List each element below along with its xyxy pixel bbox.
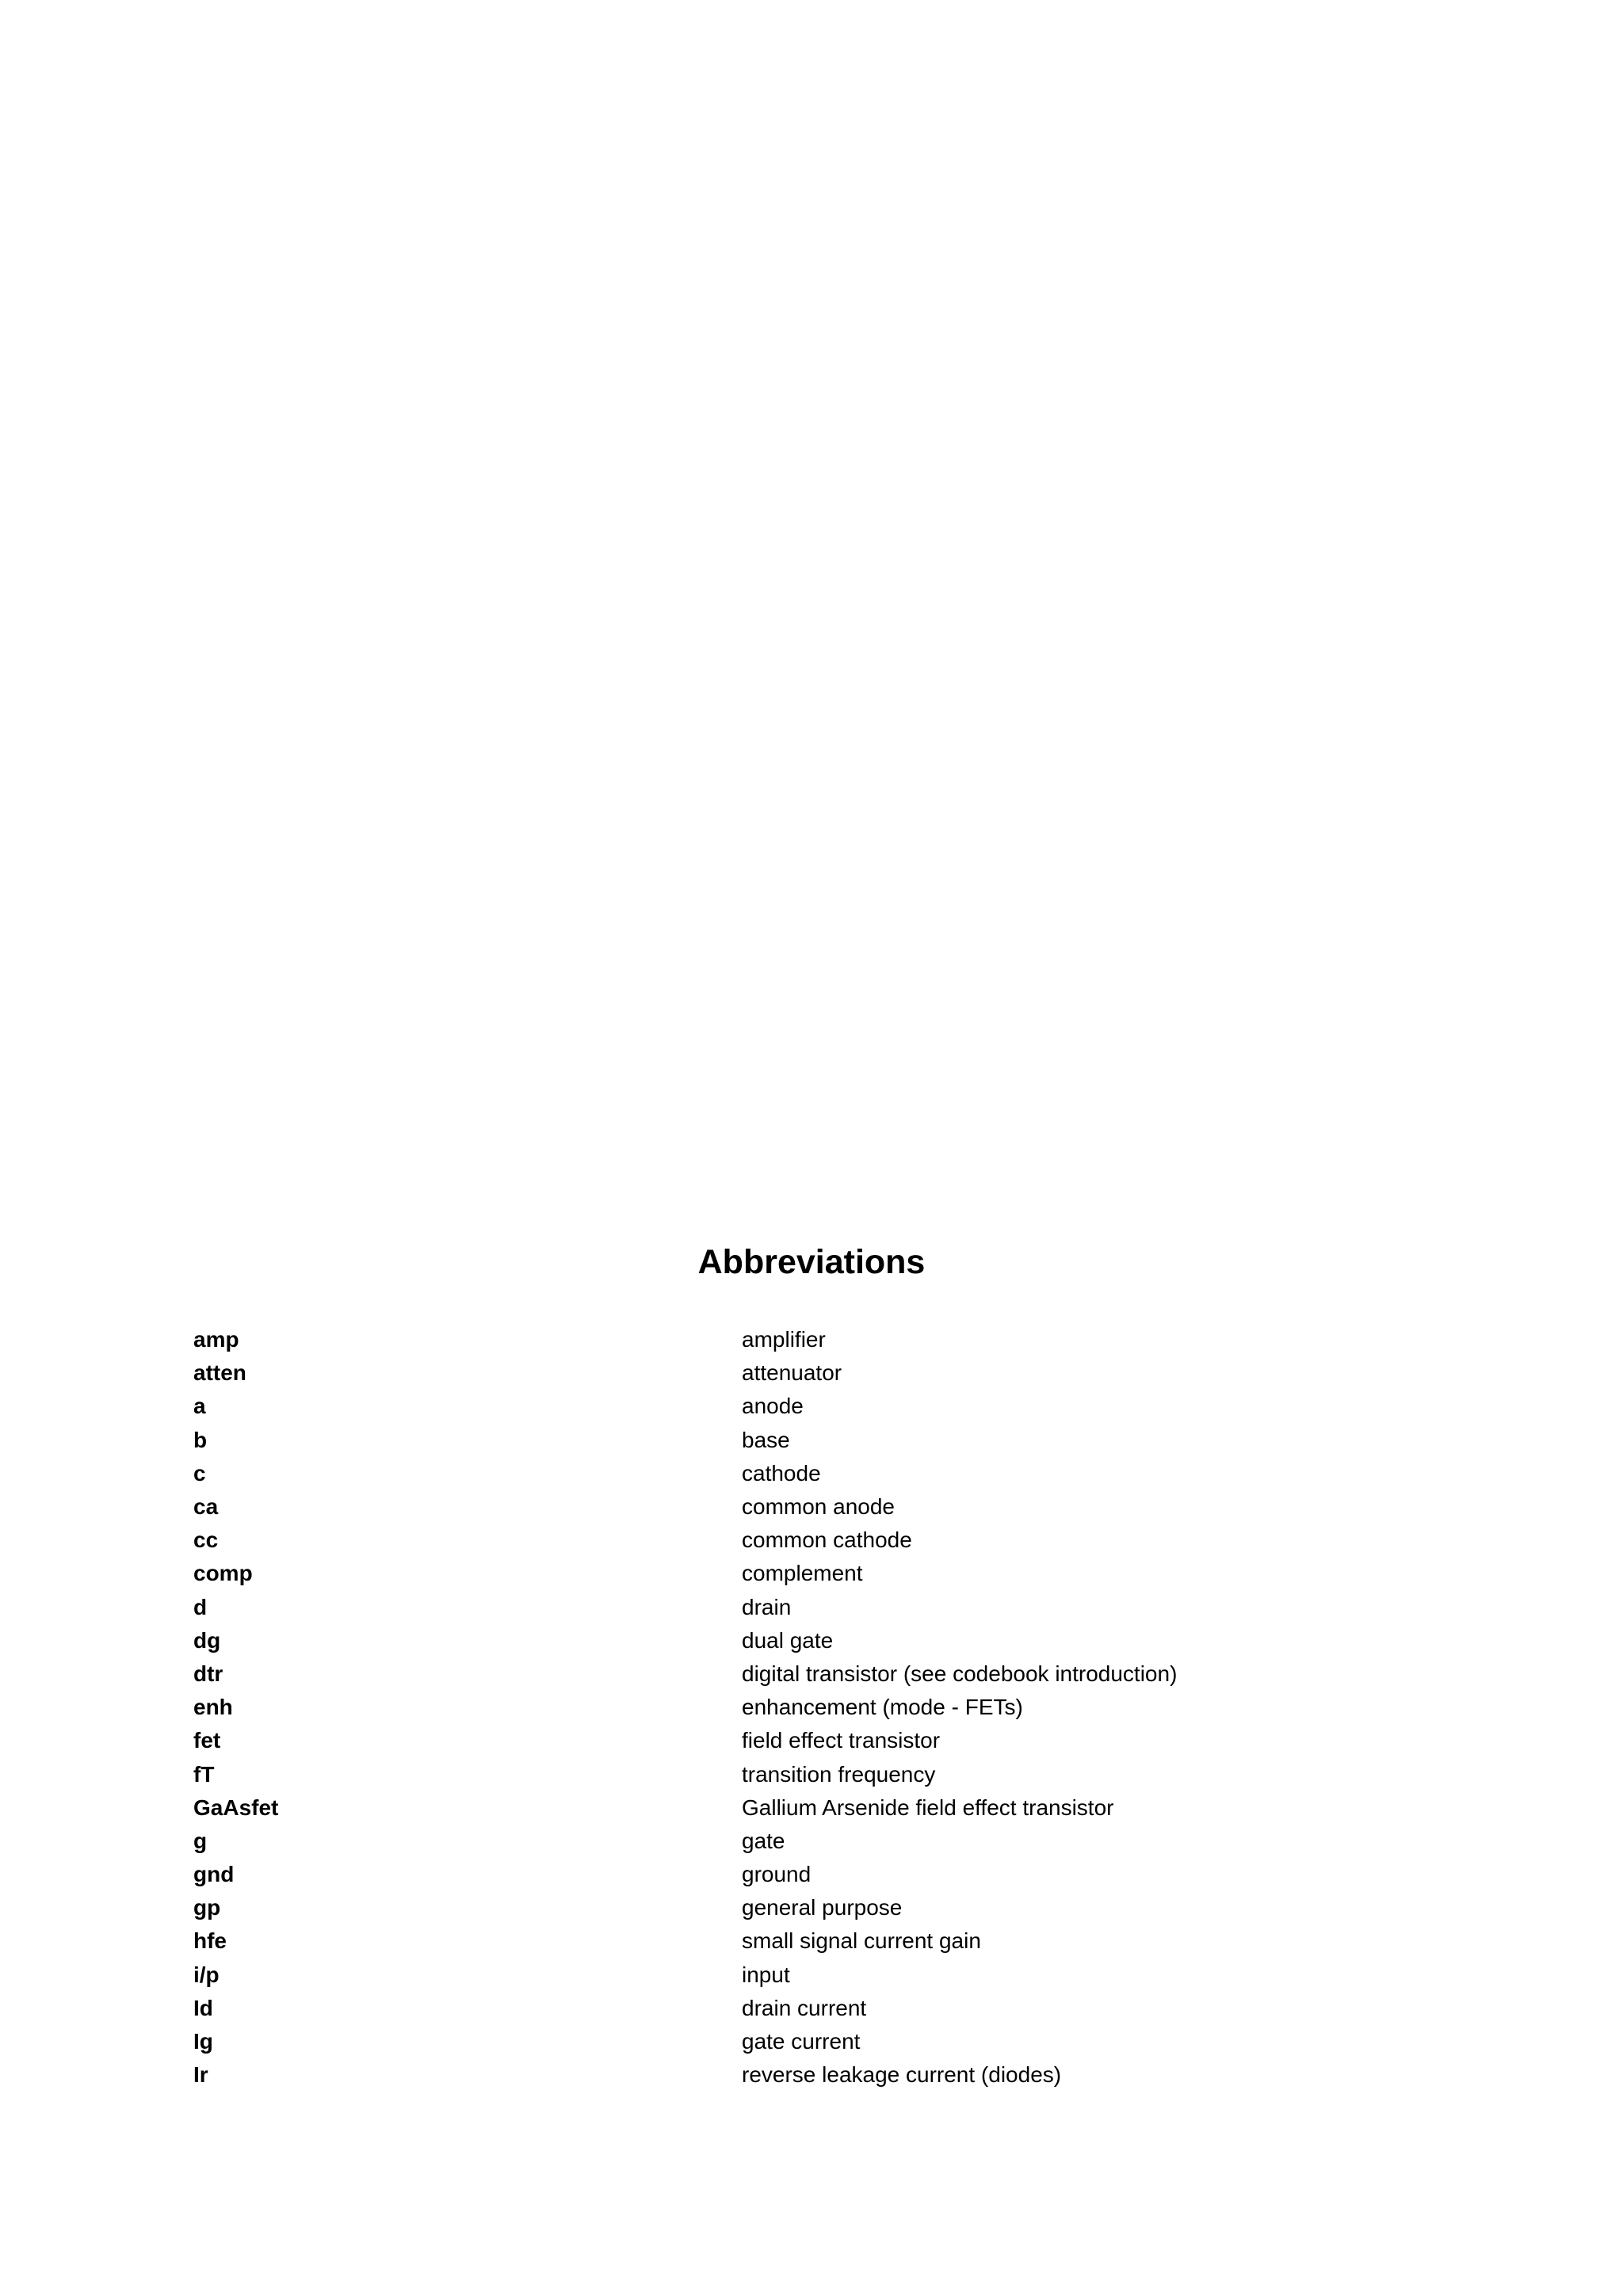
abbreviation-definition: cathode (742, 1460, 821, 1486)
abbreviation-row (193, 1757, 1541, 1791)
abbreviation-row (193, 1490, 1541, 1524)
abbreviation-definition: digital transistor (see codebook introduction) (742, 1661, 1178, 1686)
abbreviation-definition: drain current (742, 1995, 867, 2020)
abbreviation-row (193, 2058, 1541, 2092)
abbreviation-definition: drain (742, 1594, 792, 1619)
abbreviation-row (193, 1791, 1541, 1825)
abbreviation-term: g (193, 1828, 208, 1853)
abbreviation-definition: transition frequency (742, 1761, 936, 1787)
abbreviation-term: atten (193, 1360, 246, 1386)
abbreviation-row (193, 1858, 1541, 1891)
abbreviation-definition: reverse leakage current (diodes) (742, 2062, 1062, 2088)
abbreviation-term: fT (193, 1761, 215, 1787)
abbreviation-row (193, 1390, 1541, 1423)
abbreviation-row (193, 1891, 1541, 1924)
abbreviation-term: Ig (193, 2029, 213, 2054)
abbreviation-term: fet (193, 1728, 221, 1753)
abbreviation-row (193, 1691, 1541, 1724)
abbreviation-row (193, 1825, 1541, 1858)
abbreviation-term: GaAsfet (193, 1794, 279, 1820)
abbreviation-term: gnd (193, 1862, 235, 1887)
abbreviation-term: enh (193, 1695, 233, 1720)
abbreviation-term: cc (193, 1527, 219, 1553)
abbreviation-definition: attenuator (742, 1360, 842, 1386)
abbreviation-definition: small signal current gain (742, 1928, 981, 1954)
abbreviation-definition: dual gate (742, 1627, 834, 1653)
abbreviation-term: hfe (193, 1928, 227, 1954)
abbreviation-row (193, 1557, 1541, 1590)
abbreviation-definition: input (742, 1962, 790, 1987)
abbreviation-row (193, 1424, 1541, 1457)
abbreviation-definition: base (742, 1427, 790, 1452)
abbreviation-definition: amplifier (742, 1327, 826, 1352)
abbreviation-term: Ir (193, 2062, 208, 2088)
abbreviation-definition: field effect transistor (742, 1728, 941, 1753)
abbreviation-term: ca (193, 1494, 219, 1520)
abbreviation-definition: complement (742, 1561, 863, 1586)
abbreviation-term: c (193, 1460, 206, 1486)
abbreviation-row (193, 1992, 1541, 2025)
abbreviation-row (193, 1958, 1541, 1992)
abbreviation-definition: common anode (742, 1494, 896, 1520)
abbreviation-term: d (193, 1594, 208, 1619)
abbreviation-term: Id (193, 1995, 213, 2020)
abbreviation-definition: gate (742, 1828, 785, 1853)
abbreviation-row (193, 2025, 1541, 2058)
abbreviation-row (193, 1624, 1541, 1657)
abbreviation-definition: enhancement (mode - FETs) (742, 1695, 1023, 1720)
abbreviation-term: dtr (193, 1661, 223, 1686)
abbreviation-term: gp (193, 1895, 221, 1920)
abbreviation-definition: Gallium Arsenide field effect transistor (742, 1794, 1114, 1820)
abbreviation-term: dg (193, 1627, 221, 1653)
abbreviation-row (193, 1924, 1541, 1958)
abbreviation-term: comp (193, 1561, 253, 1586)
abbreviation-definition: general purpose (742, 1895, 903, 1920)
abbreviation-definition: gate current (742, 2029, 861, 2054)
abbreviation-term: a (193, 1394, 206, 1419)
abbreviation-row (193, 1724, 1541, 1757)
abbreviation-list (193, 1323, 1541, 2092)
abbreviation-term: b (193, 1427, 208, 1452)
abbreviation-row (193, 1524, 1541, 1557)
abbreviation-row (193, 1323, 1541, 1356)
abbreviation-definition: ground (742, 1862, 812, 1887)
abbreviation-definition: common cathode (742, 1527, 912, 1553)
abbreviation-row (193, 1356, 1541, 1390)
abbreviation-definition: anode (742, 1394, 804, 1419)
abbreviation-row (193, 1657, 1541, 1691)
abbreviation-row (193, 1457, 1541, 1490)
abbreviation-term: amp (193, 1327, 239, 1352)
page-title: Abbreviations (697, 1243, 926, 1281)
abbreviation-term: i/p (193, 1962, 220, 1987)
abbreviation-row (193, 1591, 1541, 1624)
